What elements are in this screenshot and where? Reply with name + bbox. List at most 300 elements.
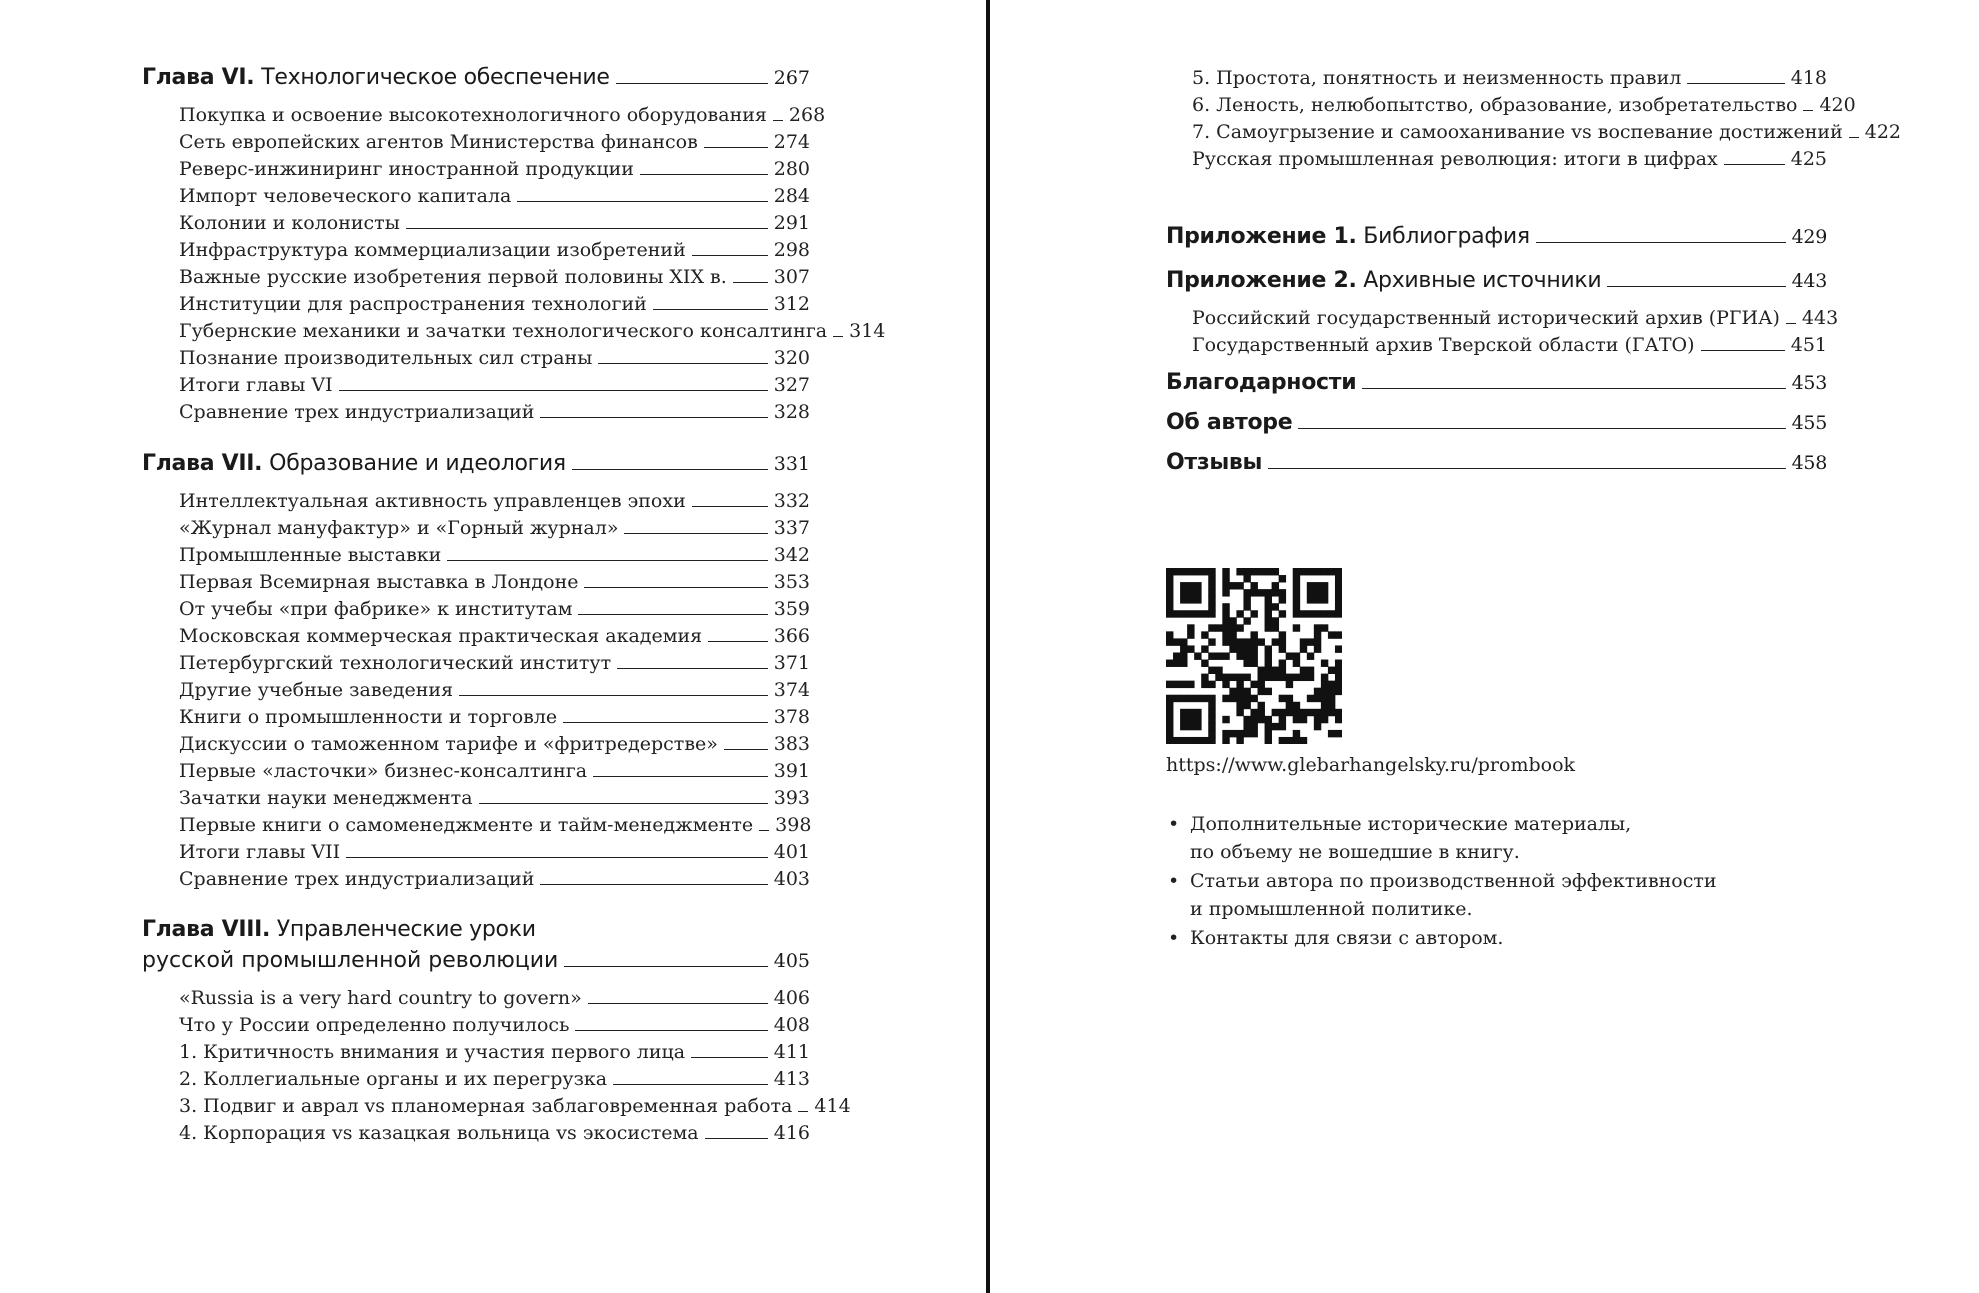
toc-entry-title: 2. Коллегиальные органы и их перегрузка	[179, 1068, 608, 1090]
qr-module	[1236, 702, 1243, 709]
qr-module	[1314, 645, 1321, 652]
qr-module	[1187, 645, 1194, 652]
toc-entry-page: 280	[773, 158, 810, 180]
dot-leader	[598, 363, 767, 364]
about-author-heading[interactable]	[1166, 403, 1827, 443]
toc-entry-title: Интеллектуальная активность управленцев эпохи	[179, 490, 686, 512]
qr-module	[1222, 589, 1229, 596]
toc-entry[interactable]	[142, 264, 810, 291]
qr-module	[1236, 582, 1243, 589]
qr-module	[1173, 638, 1180, 645]
qr-module	[1208, 695, 1215, 702]
toc-entry[interactable]	[142, 129, 810, 156]
qr-module	[1180, 737, 1187, 744]
toc-entry[interactable]	[142, 237, 810, 264]
appendix-1-heading[interactable]	[1166, 215, 1827, 259]
qr-module	[1166, 723, 1173, 730]
appendix-1-page: 429	[1791, 226, 1827, 248]
qr-module	[1243, 568, 1250, 575]
qr-module	[1335, 660, 1342, 667]
qr-module	[1321, 688, 1328, 695]
qr-module	[1250, 582, 1257, 589]
toc-entry[interactable]	[142, 488, 810, 515]
toc-entry-page: 425	[1790, 148, 1827, 170]
qr-module	[1335, 589, 1342, 596]
toc-entry-page: 408	[773, 1014, 810, 1036]
right-page	[990, 0, 1979, 1293]
qr-module	[1236, 652, 1243, 659]
qr-module	[1194, 596, 1201, 603]
toc-entry[interactable]	[142, 345, 810, 372]
dot-leader	[1687, 83, 1784, 84]
qr-module	[1272, 589, 1279, 596]
qr-module	[1166, 695, 1173, 702]
qr-module	[1335, 667, 1342, 674]
qr-module	[1328, 610, 1335, 617]
qr-module	[1321, 610, 1328, 617]
toc-entry-page: 291	[773, 212, 810, 234]
qr-module	[1272, 638, 1279, 645]
qr-module	[1180, 716, 1187, 723]
qr-module	[1265, 589, 1272, 596]
toc-entry-title: 6. Леность, нелюбопытство, образование, изобретательство	[1192, 94, 1798, 116]
toc-entry-title: Итоги главы VII	[179, 841, 341, 863]
qr-module	[1293, 709, 1300, 716]
qr-module	[1187, 596, 1194, 603]
toc-entry[interactable]	[142, 866, 810, 893]
bullet-item: • Статьи автора по производственной эффективности и промышленной политике.	[1166, 867, 1726, 923]
toc-entry-title: Государственный архив Тверской области (ГАТО)	[1192, 334, 1695, 356]
toc-entry[interactable]	[142, 210, 810, 237]
reviews-title: Отзывы	[1166, 450, 1263, 475]
qr-module	[1286, 709, 1293, 716]
qr-module	[1293, 575, 1300, 582]
qr-module	[1194, 737, 1201, 744]
qr-module	[1286, 702, 1293, 709]
dot-leader	[1701, 350, 1785, 351]
dot-leader	[578, 614, 767, 615]
chapter-7-page: 331	[773, 453, 810, 475]
qr-module	[1279, 660, 1286, 667]
qr-module	[1335, 568, 1342, 575]
qr-module	[1293, 674, 1300, 681]
qr-module	[1229, 624, 1236, 631]
qr-module	[1265, 688, 1272, 695]
qr-module	[1265, 624, 1272, 631]
qr-module	[1222, 730, 1229, 737]
qr-module	[1279, 596, 1286, 603]
chapter-7-entries	[142, 488, 810, 893]
toc-entry-title: «Russia is a very hard country to govern»	[179, 987, 582, 1009]
qr-module	[1222, 674, 1229, 681]
qr-module	[1300, 568, 1307, 575]
qr-module	[1272, 624, 1279, 631]
toc-entry-page: 371	[773, 652, 810, 674]
qr-module	[1222, 638, 1229, 645]
qr-module	[1166, 582, 1173, 589]
qr-module	[1293, 716, 1300, 723]
qr-module	[1166, 589, 1173, 596]
qr-module	[1201, 695, 1208, 702]
chapter-7-heading[interactable]	[142, 448, 810, 480]
qr-module	[1286, 681, 1293, 688]
dot-leader	[624, 533, 767, 534]
qr-module	[1173, 737, 1180, 744]
qr-module	[1258, 716, 1265, 723]
toc-entry-page: 332	[773, 490, 810, 512]
qr-module	[1300, 709, 1307, 716]
toc-entry-page: 359	[773, 598, 810, 620]
qr-module	[1166, 631, 1173, 638]
qr-module	[1243, 716, 1250, 723]
toc-entry[interactable]	[142, 156, 810, 183]
toc-entry[interactable]	[142, 1120, 810, 1147]
chapter-6	[142, 62, 810, 94]
qr-module	[1314, 624, 1321, 631]
chapter-6-heading[interactable]	[142, 62, 810, 94]
qr-module	[1307, 709, 1314, 716]
thanks-title: Благодарности	[1166, 370, 1357, 395]
toc-entry[interactable]	[142, 569, 810, 596]
toc-entry[interactable]	[142, 515, 810, 542]
appendix-2-title: Архивные источники	[1363, 268, 1602, 293]
qr-module	[1293, 702, 1300, 709]
qr-module	[1321, 596, 1328, 603]
qr-module	[1307, 568, 1314, 575]
qr-module	[1314, 723, 1321, 730]
qr-module	[1335, 645, 1342, 652]
toc-entry-title: 5. Простота, понятность и неизменность правил	[1192, 67, 1682, 89]
toc-entry-page: 327	[773, 374, 810, 396]
qr-module	[1194, 709, 1201, 716]
qr-module	[1335, 603, 1342, 610]
toc-entry[interactable]	[142, 183, 810, 210]
reviews-heading[interactable]	[1166, 443, 1827, 483]
toc-entry-page: 416	[773, 1122, 810, 1144]
dot-leader	[593, 776, 768, 777]
qr-module	[1166, 603, 1173, 610]
toc-entry-page: 328	[773, 401, 810, 423]
qr-module	[1236, 624, 1243, 631]
qr-module	[1229, 582, 1236, 589]
toc-entry[interactable]	[142, 399, 810, 426]
qr-module	[1243, 702, 1250, 709]
toc-entry-page: 320	[773, 347, 810, 369]
qr-module	[1307, 596, 1314, 603]
thanks-page: 453	[1791, 372, 1827, 394]
dot-leader	[613, 1084, 768, 1085]
toc-entry-title: Важные русские изобретения первой половины XIX в.	[179, 266, 727, 288]
qr-module	[1250, 660, 1257, 667]
qr-module	[1321, 582, 1328, 589]
dot-leader	[640, 174, 768, 175]
toc-entry[interactable]	[1166, 65, 1827, 92]
qr-module	[1328, 702, 1335, 709]
qr-module	[1279, 610, 1286, 617]
toc-entry[interactable]	[142, 1093, 851, 1120]
dot-leader	[1268, 468, 1785, 469]
toc-entry-page: 284	[773, 185, 810, 207]
toc-entry[interactable]	[142, 318, 886, 345]
qr-module	[1250, 589, 1257, 596]
toc-entry-page: 422	[1864, 121, 1901, 143]
toc-entry-page: 353	[773, 571, 810, 593]
qr-module	[1208, 652, 1215, 659]
toc-entry-title: 7. Самоугрызение и самооханивание vs воспевание достижений	[1192, 121, 1843, 143]
qr-module	[1194, 582, 1201, 589]
appendix-1-label: Приложение 1.	[1166, 224, 1357, 249]
qr-module	[1286, 652, 1293, 659]
qr-module	[1265, 617, 1272, 624]
toc-entry[interactable]	[142, 731, 810, 758]
qr-module	[1201, 610, 1208, 617]
toc-entry[interactable]	[142, 704, 810, 731]
qr-module	[1328, 695, 1335, 702]
qr-module	[1286, 695, 1293, 702]
toc-entry-title: 4. Корпорация vs казацкая вольница vs экосистема	[179, 1122, 699, 1144]
toc-entry[interactable]	[1166, 146, 1827, 173]
qr-module	[1180, 582, 1187, 589]
toc-entry-page: 413	[773, 1068, 810, 1090]
dot-leader	[1607, 286, 1785, 287]
qr-module	[1265, 674, 1272, 681]
qr-module	[1279, 631, 1286, 638]
toc-entry-title: Инфраструктура коммерциализации изобретений	[179, 239, 686, 261]
dot-leader	[517, 201, 767, 202]
dot-leader	[692, 255, 768, 256]
qr-module	[1243, 730, 1250, 737]
qr-module	[1314, 638, 1321, 645]
qr-module	[1321, 695, 1328, 702]
qr-module	[1321, 709, 1328, 716]
qr-module	[1173, 568, 1180, 575]
chapter-8-label: Глава VIII.	[142, 917, 271, 942]
toc-entry[interactable]	[142, 102, 826, 129]
toc-entry-title: Покупка и освоение высокотехнологичного оборудования	[179, 104, 767, 126]
qr-module	[1243, 674, 1250, 681]
dot-leader	[705, 1138, 768, 1139]
bullet-item: • Дополнительные исторические материалы, по объему не вошедшие в книгу.	[1166, 810, 1726, 866]
qr-module	[1307, 667, 1314, 674]
toc-entry[interactable]	[142, 677, 810, 704]
toc-entry-page: 374	[773, 679, 810, 701]
qr-module	[1194, 568, 1201, 575]
toc-entry-title: 3. Подвиг и аврал vs планомерная заблаговременная работа	[179, 1095, 793, 1117]
toc-entry-page: 393	[773, 787, 810, 809]
qr-module	[1180, 596, 1187, 603]
toc-entry[interactable]	[142, 1066, 810, 1093]
qr-module	[1243, 638, 1250, 645]
qr-module	[1314, 589, 1321, 596]
qr-module	[1272, 709, 1279, 716]
book-url-link[interactable]: https://www.glebarhangelsky.ru/prombook	[1166, 754, 1576, 776]
toc-entry-page: 366	[773, 625, 810, 647]
qr-module	[1258, 702, 1265, 709]
toc-entry-page: 342	[773, 544, 810, 566]
chapter-8[interactable]	[142, 915, 810, 977]
qr-module	[1250, 631, 1257, 638]
toc-entry[interactable]	[142, 785, 810, 812]
qr-module	[1173, 660, 1180, 667]
qr-module	[1236, 709, 1243, 716]
dot-leader	[617, 668, 768, 669]
toc-entry-page: 307	[773, 266, 810, 288]
qr-module	[1328, 631, 1335, 638]
dot-leader	[724, 749, 768, 750]
qr-module	[1208, 737, 1215, 744]
qr-module	[1265, 603, 1272, 610]
qr-module	[1180, 723, 1187, 730]
qr-module	[1166, 737, 1173, 744]
qr-module	[1180, 645, 1187, 652]
toc-entry[interactable]	[1166, 305, 1839, 332]
toc-entry[interactable]	[1166, 119, 1901, 146]
qr-module	[1243, 688, 1250, 695]
appendix-2-heading[interactable]	[1166, 259, 1827, 303]
qr-module	[1321, 660, 1328, 667]
dot-leader	[733, 282, 768, 283]
dot-leader	[584, 587, 767, 588]
toc-entry[interactable]	[142, 1039, 810, 1066]
qr-module	[1300, 674, 1307, 681]
qr-module	[1194, 652, 1201, 659]
toc-entry[interactable]	[142, 596, 810, 623]
toc-entry[interactable]	[142, 1012, 810, 1039]
qr-module	[1307, 638, 1314, 645]
qr-module	[1314, 582, 1321, 589]
qr-module	[1335, 709, 1342, 716]
toc-entry[interactable]	[142, 542, 810, 569]
qr-module	[1314, 568, 1321, 575]
toc-entry-page: 337	[773, 517, 810, 539]
qr-module	[1243, 575, 1250, 582]
qr-module	[1208, 575, 1215, 582]
qr-module	[1194, 589, 1201, 596]
qr-module	[1208, 624, 1215, 631]
qr-module	[1300, 610, 1307, 617]
toc-entry-title: Что у России определенно получилось	[179, 1014, 570, 1036]
toc-entry-page: 391	[773, 760, 810, 782]
qr-module	[1173, 652, 1180, 659]
qr-module	[1187, 610, 1194, 617]
qr-module	[1236, 681, 1243, 688]
toc-entry-page: 268	[788, 104, 826, 126]
qr-module	[1272, 603, 1279, 610]
qr-module	[1258, 667, 1265, 674]
qr-module	[1187, 695, 1194, 702]
qr-module	[1187, 716, 1194, 723]
qr-module	[1279, 589, 1286, 596]
qr-module	[1272, 674, 1279, 681]
appendix-2-label: Приложение 2.	[1166, 268, 1357, 293]
toc-entry-title: Губернские механики и зачатки технологического консалтинга	[179, 320, 828, 342]
qr-module	[1166, 702, 1173, 709]
qr-module	[1187, 568, 1194, 575]
toc-entry-title: Зачатки науки менеджмента	[179, 787, 473, 809]
toc-entry-title: Другие учебные заведения	[179, 679, 454, 701]
toc-entry[interactable]	[142, 758, 810, 785]
qr-module	[1208, 730, 1215, 737]
toc-entry[interactable]	[142, 291, 810, 318]
qr-module	[1243, 695, 1250, 702]
qr-module	[1293, 610, 1300, 617]
toc-entry-page: 312	[773, 293, 810, 315]
qr-module	[1279, 716, 1286, 723]
dot-leader	[759, 830, 769, 831]
toc-entry[interactable]	[142, 650, 810, 677]
toc-entry[interactable]	[142, 812, 810, 839]
qr-module	[1258, 638, 1265, 645]
about-author-page: 455	[1791, 412, 1827, 434]
qr-module	[1250, 652, 1257, 659]
qr-module	[1180, 681, 1187, 688]
qr-module	[1187, 709, 1194, 716]
dot-leader	[479, 803, 768, 804]
qr-module	[1272, 723, 1279, 730]
toc-entry[interactable]	[1166, 332, 1827, 359]
appendix-1-title: Библиография	[1363, 224, 1530, 249]
about-author-title: Об авторе	[1166, 410, 1293, 435]
qr-module	[1328, 688, 1335, 695]
qr-module	[1328, 681, 1335, 688]
thanks-heading[interactable]	[1166, 363, 1827, 403]
toc-entry[interactable]	[142, 985, 810, 1012]
qr-module	[1236, 688, 1243, 695]
qr-module	[1187, 589, 1194, 596]
chapter-8-heading-line2	[142, 945, 810, 977]
toc-entry-title: От учебы «при фабрике» к институтам	[179, 598, 573, 620]
qr-module	[1187, 631, 1194, 638]
toc-entry-page: 443	[1801, 307, 1839, 329]
chapter-8-continued-entries	[1166, 65, 1901, 173]
qr-module	[1215, 674, 1222, 681]
chapter-8-heading-line1	[142, 915, 810, 945]
qr-module	[1194, 723, 1201, 730]
qr-module	[1321, 674, 1328, 681]
qr-module	[1201, 674, 1208, 681]
qr-module	[1328, 568, 1335, 575]
qr-module	[1222, 631, 1229, 638]
qr-module	[1201, 645, 1208, 652]
qr-module	[1243, 652, 1250, 659]
qr-code-icon[interactable]	[1166, 568, 1342, 744]
toc-entry[interactable]	[142, 372, 810, 399]
qr-module	[1250, 723, 1257, 730]
toc-entry-title: Познание производительных сил страны	[179, 347, 593, 369]
toc-entry[interactable]	[142, 623, 810, 650]
qr-module	[1300, 645, 1307, 652]
qr-module	[1250, 638, 1257, 645]
qr-module	[1187, 723, 1194, 730]
toc-entry[interactable]	[142, 839, 810, 866]
toc-entry[interactable]	[1166, 92, 1856, 119]
toc-entry-page: 314	[849, 320, 886, 342]
toc-entry-title: Русская промышленная революция: итоги в цифрах	[1192, 148, 1718, 170]
toc-entry-title: «Журнал мануфактур» и «Горный журнал»	[179, 517, 619, 539]
dot-leader	[708, 641, 768, 642]
qr-module	[1180, 660, 1187, 667]
qr-module	[1307, 652, 1314, 659]
qr-module	[1335, 688, 1342, 695]
qr-module	[1335, 596, 1342, 603]
qr-module	[1222, 737, 1229, 744]
chapter-6-label: Глава VI.	[142, 65, 255, 90]
qr-module	[1300, 716, 1307, 723]
chapter-7	[142, 448, 810, 480]
toc-entry-title: Институции для распространения технологий	[179, 293, 647, 315]
bullet-item: • Контакты для связи с автором.	[1166, 924, 1726, 952]
qr-module	[1201, 568, 1208, 575]
